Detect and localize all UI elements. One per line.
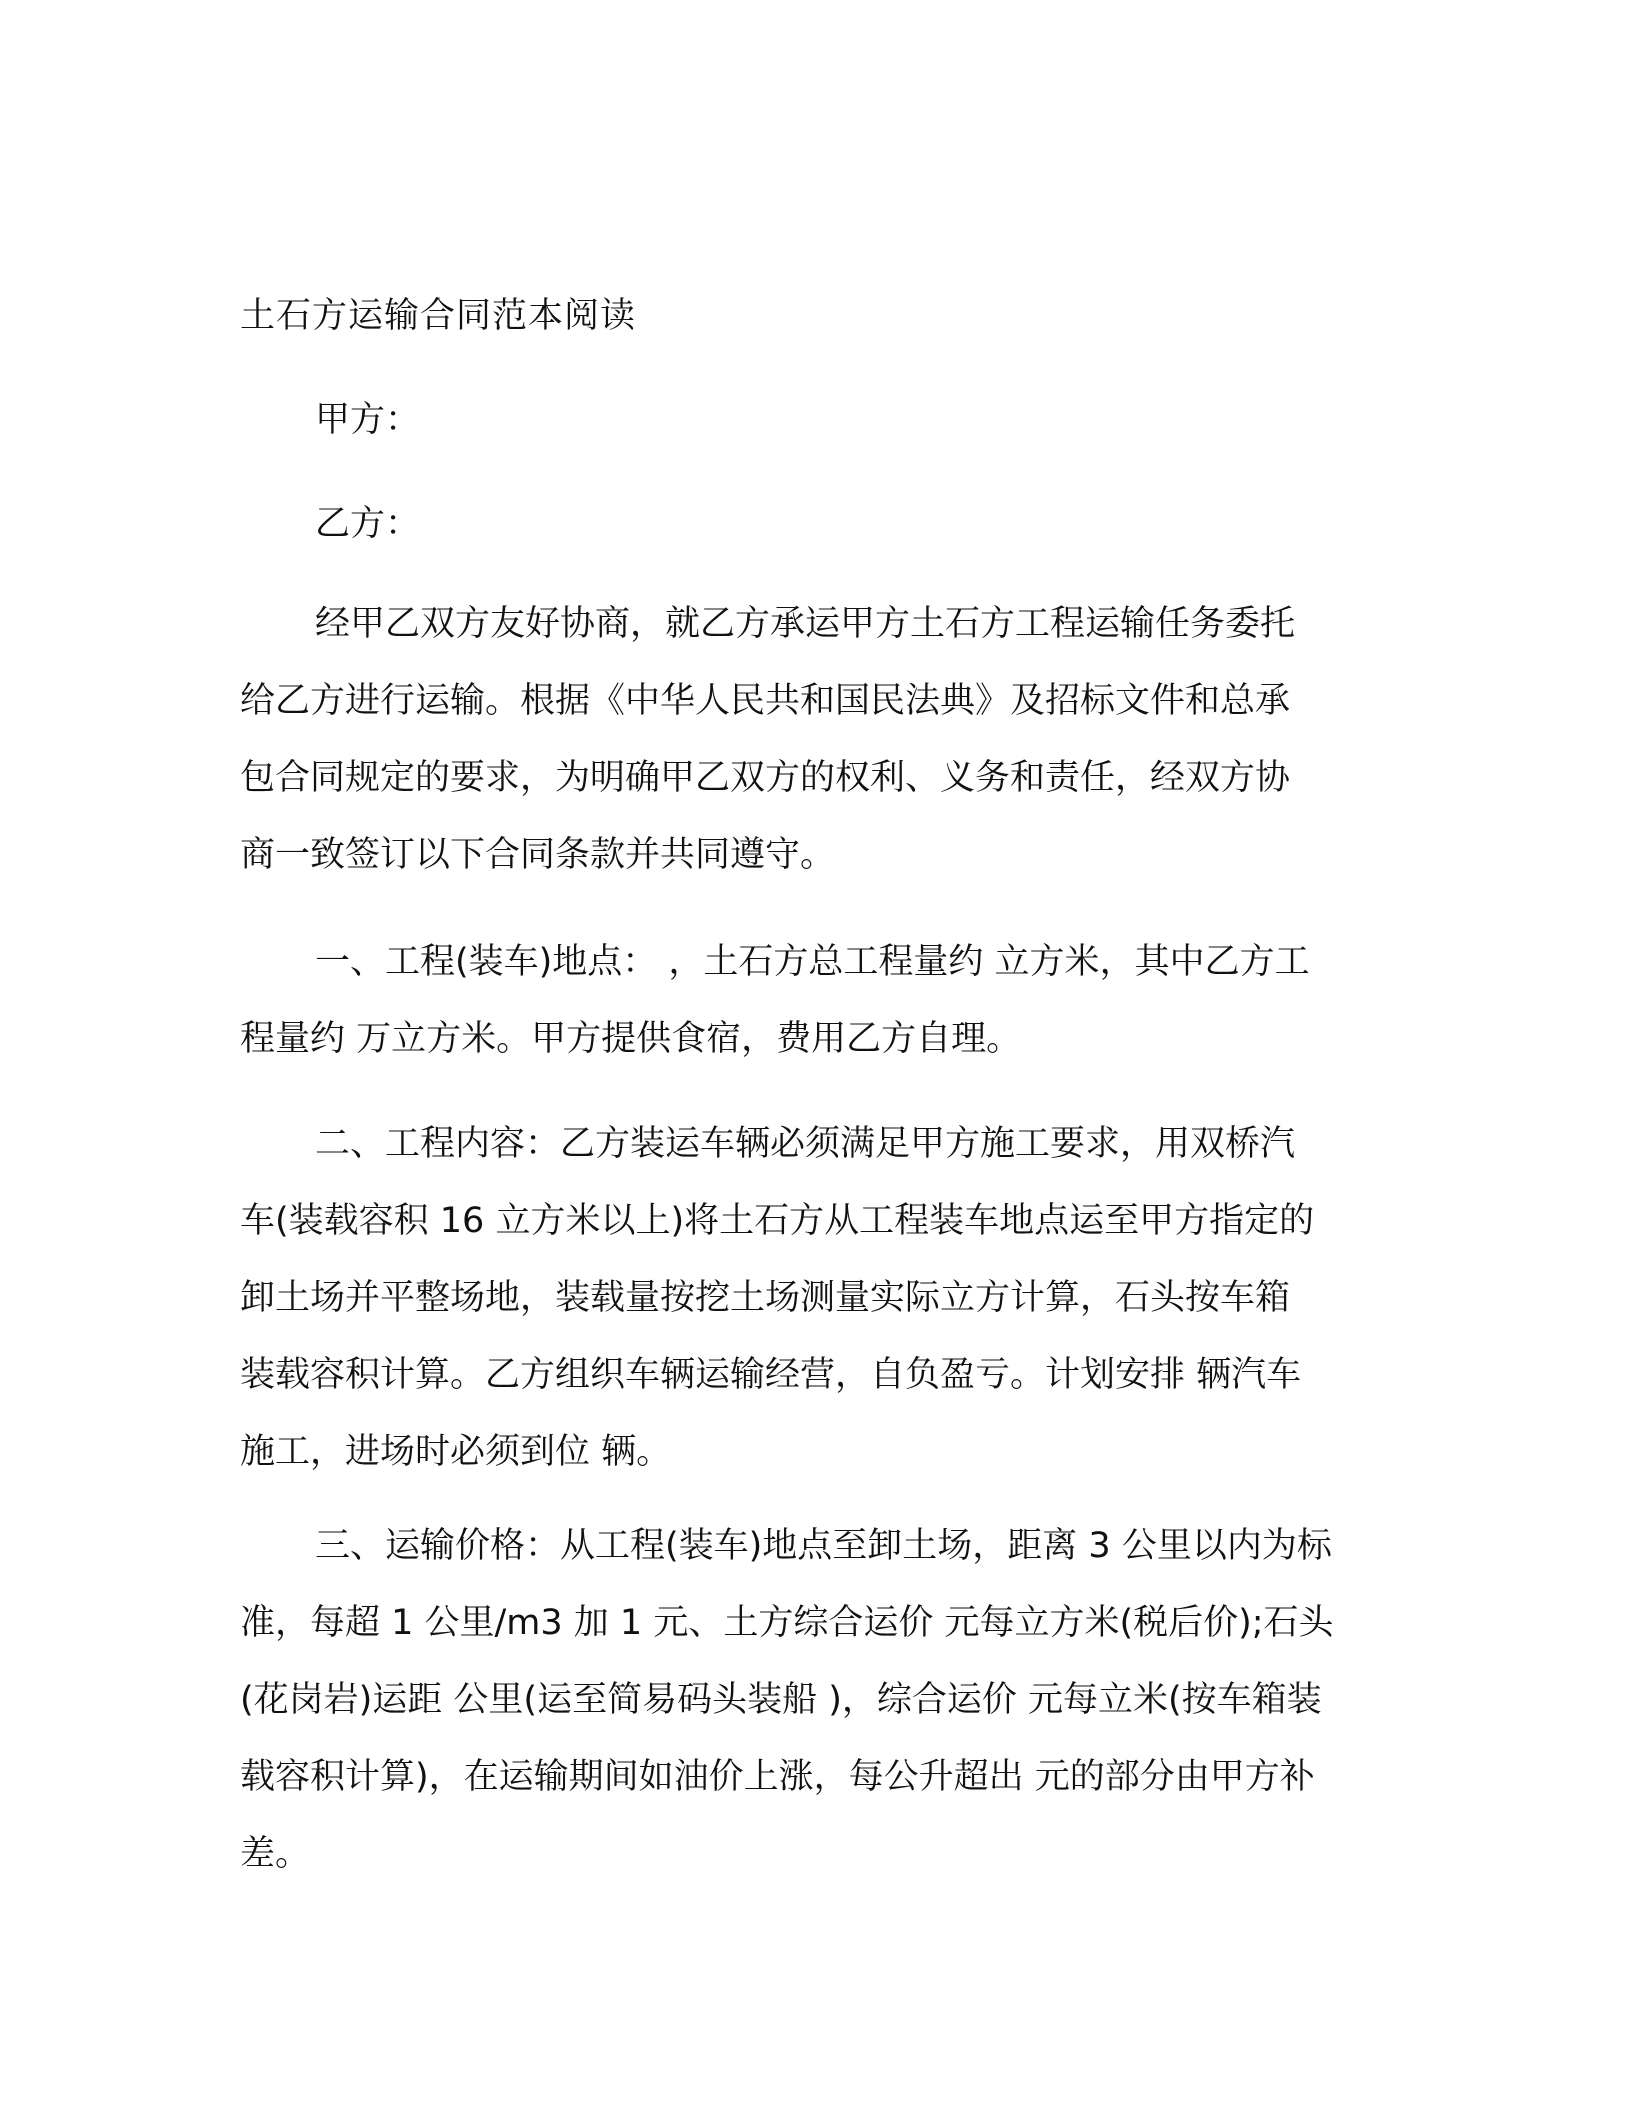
clause-2-paragraph (240, 1106, 1390, 1491)
paragraph-line: 载容积计算)，在运输期间如油价上涨，每公升超出 元的部分由甲方补 (240, 1757, 1315, 1797)
party-a-label: 甲方： (315, 400, 421, 440)
paragraph-line: 给乙方进行运输。根据《中华人民共和国民法典》及招标文件和总承 (240, 681, 1291, 721)
paragraph-line: 一、工程(装车)地点： ，土石方总工程量约 立方米，其中乙方工 (315, 942, 1310, 982)
document-title: 土石方运输合同范本阅读 (240, 296, 637, 336)
paragraph-line: 施工，进场时必须到位 辆。 (240, 1432, 672, 1472)
paragraph-line: 经甲乙双方友好协商，就乙方承运甲方土石方工程运输任务委托 (315, 604, 1296, 644)
clause-1-paragraph (240, 924, 1390, 1078)
paragraph-line: 装载容积计算。乙方组织车辆运输经营，自负盈亏。计划安排 辆汽车 (240, 1355, 1302, 1395)
paragraph-line: 二、工程内容：乙方装运车辆必须满足甲方施工要求，用双桥汽 (315, 1124, 1296, 1164)
paragraph-line: 卸土场并平整场地，装载量按挖土场测量实际立方计算，石头按车箱 (240, 1278, 1291, 1318)
paragraph-line: 差。 (240, 1834, 311, 1874)
paragraph-line: 准，每超 1 公里/m3 加 1 元、土方综合运价 元每立方米(税后价);石头 (240, 1603, 1334, 1643)
paragraph-line: 商一致签订以下合同条款并共同遵守。 (240, 835, 836, 875)
intro-paragraph (240, 586, 1390, 894)
paragraph-line: 车(装载容积 16 立方米以上)将土石方从工程装车地点运至甲方指定的 (240, 1201, 1315, 1241)
paragraph-line: 程量约 万立方米。甲方提供食宿，费用乙方自理。 (240, 1019, 1022, 1059)
clause-3-paragraph (240, 1508, 1390, 1893)
party-b-label: 乙方： (315, 504, 421, 544)
paragraph-line: 包合同规定的要求，为明确甲乙双方的权利、义务和责任，经双方协 (240, 758, 1291, 798)
paragraph-line: (花岗岩)运距 公里(运至简易码头装船 )，综合运价 元每立米(按车箱装 (240, 1680, 1322, 1720)
paragraph-line: 三、运输价格：从工程(装车)地点至卸土场，距离 3 公里以内为标 (315, 1526, 1332, 1566)
